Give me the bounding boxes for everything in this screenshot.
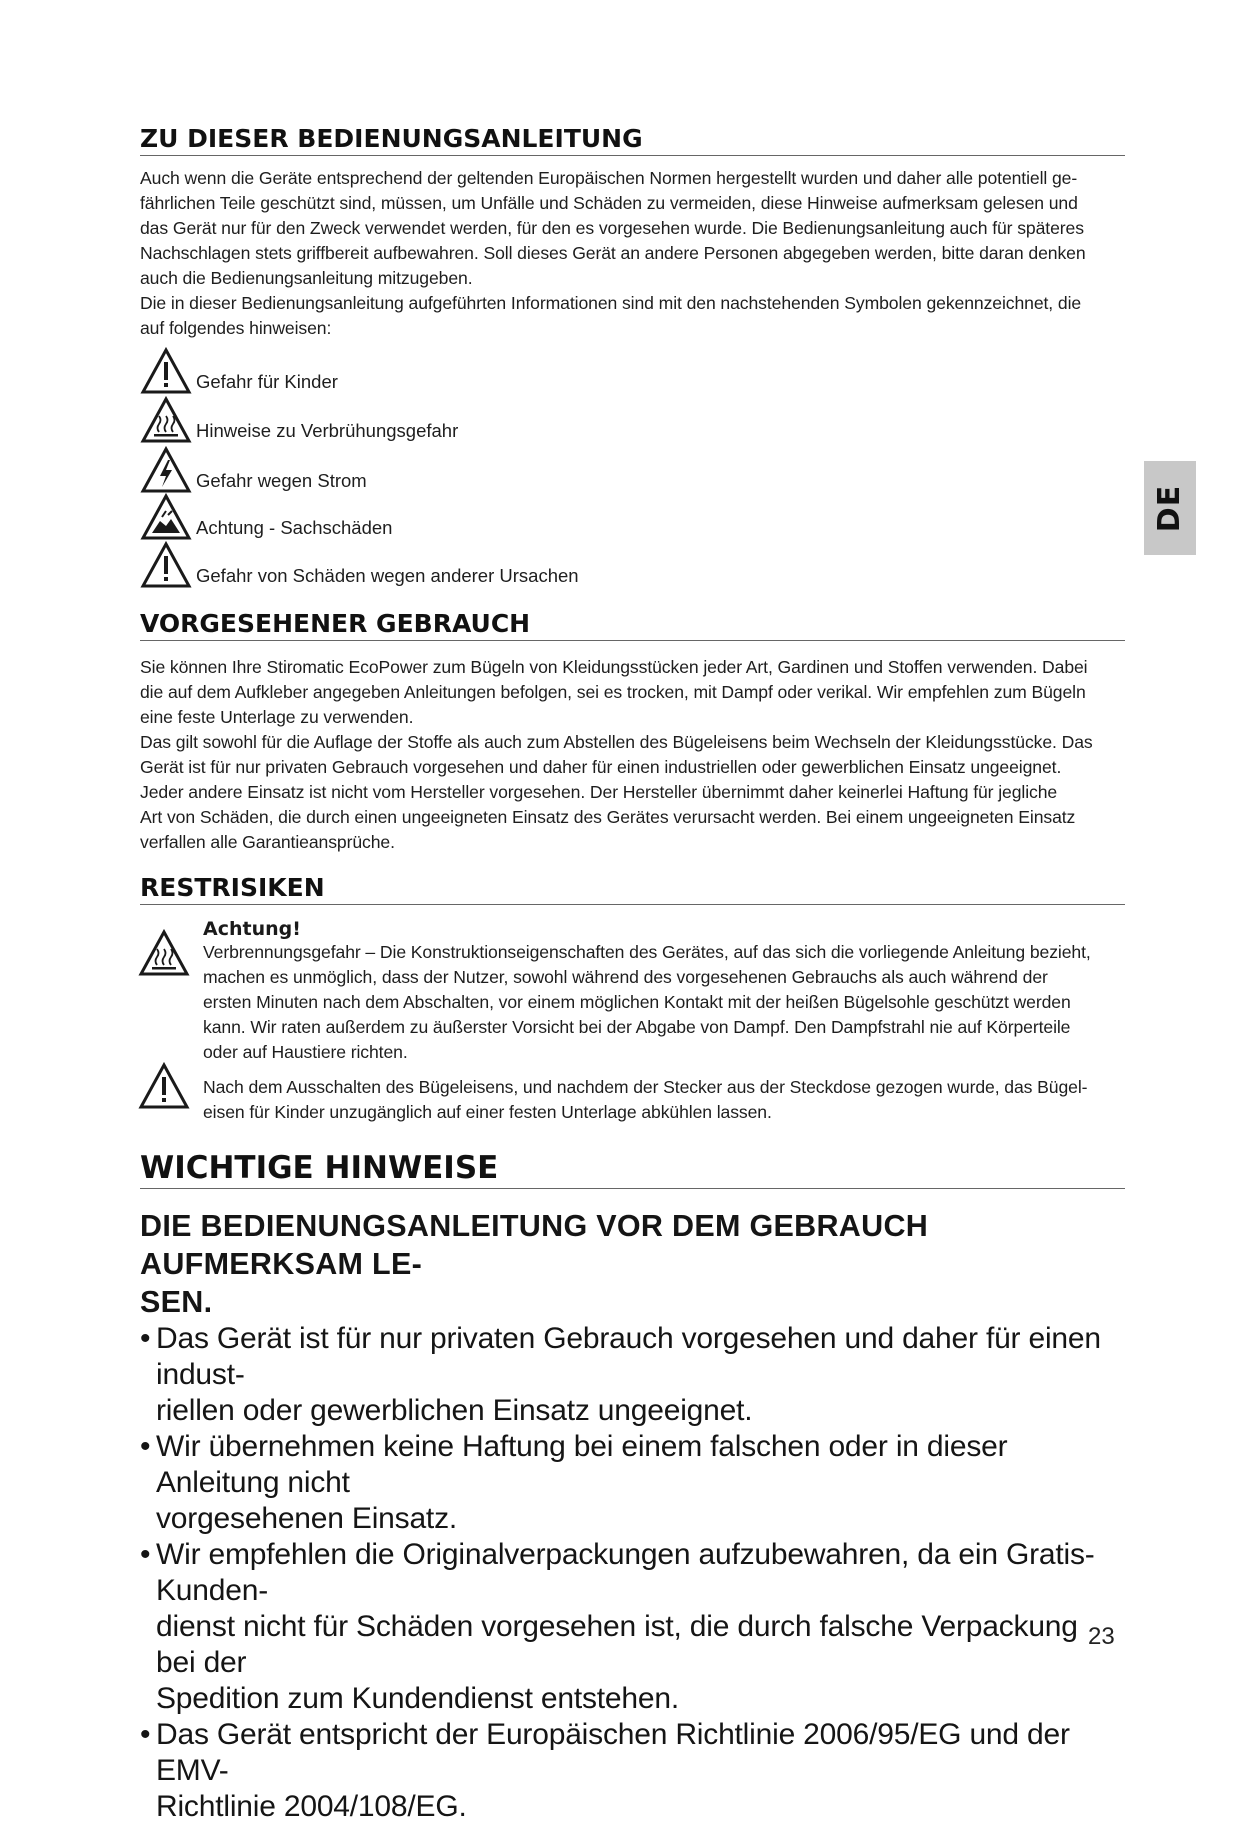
section-title: WICHTIGE HINWEISE (140, 1148, 1125, 1189)
paragraph-line: Verbrennungsgefahr – Die Konstruktionseigenschaften des Gerätes, auf das sich die vorliegende Anleitung bezieht, (203, 942, 1091, 962)
symbol-legend-item (140, 539, 579, 589)
scald-warning-icon (138, 929, 190, 977)
symbol-label: Gefahr von Schäden wegen anderer Ursachen (196, 565, 579, 586)
paragraph-line: auch die Bedienungsanleitung mitzugeben. (140, 268, 473, 288)
property-damage-icon (140, 493, 192, 541)
paragraph-line: ersten Minuten nach dem Abschalten, vor einem möglichen Kontakt mit der heißen Bügelsohle geschützt werden (203, 992, 1071, 1012)
paragraph-line: kann. Wir raten außerdem zu äußerster Vorsicht bei der Abgabe von Dampf. Den Dampfstrahl nie auf Körperteile (203, 1017, 1071, 1037)
section-about-manual (140, 123, 1125, 341)
section-intended-use (140, 608, 1125, 855)
electric-warning-icon (140, 446, 192, 494)
section-title: RESTRISIKEN (140, 872, 1125, 905)
paragraph-line: das Gerät nur für den Zweck verwendet werden, für den es vorgesehen wurde. Die Bedienungsanleitung auch für späteres (140, 218, 1084, 238)
paragraph-line: die auf dem Aufkleber angegeben Anleitungen befolgen, sei es trocken, mit Dampf oder verikal. Wir empfehlen zum Bügeln (140, 682, 1086, 702)
symbol-legend-item (140, 345, 338, 395)
paragraph-line: Art von Schäden, die durch einen ungeeigneten Einsatz des Gerätes verursacht werden. Bei einem ungeeigneten Einsatz (140, 807, 1076, 827)
section-important-notes (140, 1148, 1125, 1825)
paragraph-line: Sie können Ihre Stiromatic EcoPower zum Bügeln von Kleidungsstücken jeder Art, Gardinen und Stoffen verwenden. Dabei (140, 657, 1088, 677)
paragraph-line: Auch wenn die Geräte entsprechend der geltenden Europäischen Normen hergestellt wurden und daher alle potentiell ge- (140, 168, 1078, 188)
warning-heading: Achtung! (203, 918, 301, 940)
list-item: • Das Gerät ist für nur privaten Gebrauch vorgesehen und daher für einen indust- riellen oder gewerblichen Einsatz ungeeignet. (140, 1321, 1125, 1429)
symbol-legend-item (140, 491, 392, 541)
warning-exclamation-icon (138, 1062, 190, 1110)
language-tab (1144, 461, 1196, 555)
paragraph-line: Nachschlagen stets griffbereit aufbewahren. Soll dieses Gerät an andere Personen abgegeben werden, bitte daran denken (140, 243, 1086, 263)
paragraph-line: machen es unmöglich, dass der Nutzer, sowohl während des vorgesehenen Gebrauchs als auch während der (203, 967, 1048, 987)
list-item: • Das Gerät entspricht der Europäischen Richtlinie 2006/95/EG und der EMV- Richtlinie 2004/108/EG. (140, 1717, 1125, 1825)
subheading-line: DIE BEDIENUNGSANLEITUNG VOR DEM GEBRAUCH AUFMERKSAM LE- (140, 1209, 929, 1281)
list-item: • Wir empfehlen die Originalverpackungen aufzubewahren, da ein Gratis-Kunden- dienst nicht für Schäden vorgesehen ist, die durch falsche Verpackung bei der Spedition zum Kundendienst entstehen. (140, 1537, 1125, 1717)
paragraph-line: Die in dieser Bedienungsanleitung aufgeführten Informationen sind mit den nachstehenden Symbolen gekennzeichnet, die (140, 293, 1082, 313)
section-residual-risks (140, 872, 1125, 905)
symbol-label: Gefahr wegen Strom (196, 470, 367, 491)
subheading-line: SEN. (140, 1285, 213, 1319)
paragraph-line: verfallen alle Garantieansprüche. (140, 832, 395, 852)
section-title: VORGESEHENER GEBRAUCH (140, 608, 1125, 641)
paragraph-line: fährlichen Teile geschützt sind, müssen, um Unfälle und Schäden zu vermeiden, diese Hinweise aufmerksam gelesen und (140, 193, 1078, 213)
paragraph-line: oder auf Haustiere richten. (203, 1042, 408, 1062)
symbol-legend-item (140, 444, 367, 494)
paragraph-line: eine feste Unterlage zu verwenden. (140, 707, 414, 727)
symbol-label: Achtung - Sachschäden (196, 517, 393, 538)
page-number: 23 (1088, 1623, 1115, 1650)
paragraph-line: Das gilt sowohl für die Auflage der Stoffe als auch zum Abstellen des Bügeleisens beim Wechseln der Kleidungsstücke. Das (140, 732, 1093, 752)
symbol-legend-item (140, 394, 458, 444)
burn-warning-block (203, 918, 1133, 1065)
paragraph-line: Jeder andere Einsatz ist nicht vom Hersteller vorgesehen. Der Hersteller übernimmt daher keinerlei Haftung für jegliche (140, 782, 1058, 802)
paragraph-line: auf folgendes hinweisen: (140, 318, 332, 338)
list-item: • Wir übernehmen keine Haftung bei einem falschen oder in dieser Anleitung nicht vorgesehenen Einsatz. (140, 1429, 1125, 1537)
symbol-label: Gefahr für Kinder (196, 371, 338, 392)
symbol-label: Hinweise zu Verbrühungsgefahr (196, 420, 459, 441)
child-warning-block (203, 1075, 1133, 1125)
paragraph-line: Nach dem Ausschalten des Bügeleisens, und nachdem der Stecker aus der Steckdose gezogen wurde, das Bügel- (203, 1077, 1088, 1097)
paragraph-line: Gerät ist für nur privaten Gebrauch vorgesehen und daher für einen industriellen oder gewerblichen Einsatz ungeeignet. (140, 757, 1062, 777)
language-tab-label: DE (1152, 484, 1188, 532)
warning-exclamation-icon (140, 347, 192, 395)
scald-warning-icon (140, 396, 192, 444)
warning-exclamation-icon (140, 541, 192, 589)
paragraph-line: eisen für Kinder unzugänglich auf einer festen Unterlage abkühlen lassen. (203, 1102, 772, 1122)
section-title: ZU DIESER BEDIENUNGSANLEITUNG (140, 123, 1125, 156)
